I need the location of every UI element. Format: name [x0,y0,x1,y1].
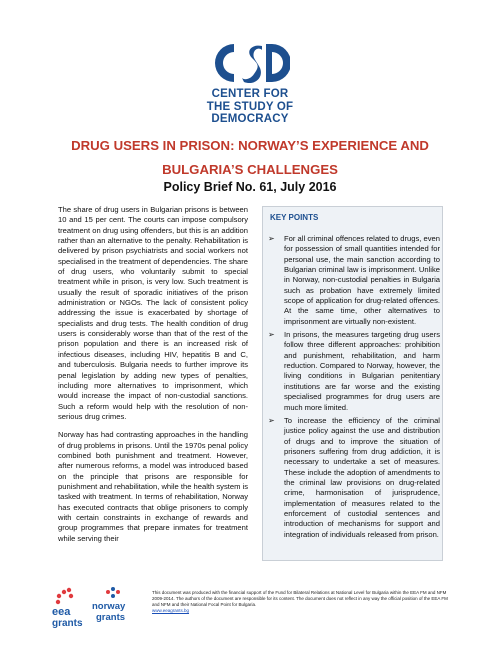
svg-text:grants: grants [52,618,83,629]
key-points-list [268,234,440,543]
footer-disclaimer [152,590,452,614]
arrow-bullet-icon: ➢ [268,415,275,425]
svg-text:grants: grants [96,612,126,623]
key-points-header: KEY POINTS [270,213,319,222]
norway-grants-logo [92,587,126,623]
key-point-text: For all criminal offences related to drugs, even for possession of small quantities intended for personal use, the main sanction according to Bulgarian criminal law is imprisonment. Unlike in Norway, non-custodial penalties in Bulgaria such as probation have extremely limited scope of application for drug-related offences. At the same time, other alternatives to imprisonment are virtually non-existent. [284,234,440,326]
title-line: BULGARIA’S CHALLENGES [162,162,338,177]
eea-grants-logo [52,588,83,629]
policy-brief-subtitle: Policy Brief No. 61, July 2016 [163,180,337,194]
org-name-line: DEMOCRACY [211,113,289,125]
key-point-item [268,416,440,540]
csd-logo [214,38,290,88]
key-point-item [268,330,440,413]
arrow-bullet-icon: ➢ [268,234,275,243]
org-name-line: CENTER FOR [211,88,289,100]
org-name [150,88,350,126]
funder-logos [50,585,140,630]
org-name-line: THE STUDY OF [206,100,294,113]
body-paragraph: The share of drug users in Bulgarian prisons is between 10 and 15 per cent. The courts can impose compulsory treatment on drug using offenders, but this is an addition rather than an alternative to the penalty. Rehabilitation is delivered by prison psychiatrists and social workers not specialised in the treatment of dependencies. The share of drug users, who voluntarily submit to special treatment while in prison, is very low. Such treatment is usually the result of sporadic initiatives of the prison administration or NGOs. The lack of consistent policy addressing the issue is exacerbated by shortage of specialists and drug tests. The health condition of drug users is considerably worse than that of the rest of the prison population and there is an increased risk of infectious diseases, including HIV, hepatitis B and C, and tuberculosis. Bulgaria needs to further improve its penal legislation by adding new types of penalties, including more alternatives to imprisonment, which would increase the impact of non-custodial sanctions. Such a reform would help with the resolution of non-serious drug crimes. [58,205,248,421]
svg-text:eea: eea [52,606,71,618]
key-point-text: In prisons, the measures targeting drug users follow three different approaches: prohibition and punishment, rehabilitation, and harm reduction. Compared to Norway, however, the living conditions in Bulgarian penitentiary institutions are far worse and the existing specialised programmes for drug users are much more limited. [284,330,440,412]
body-paragraph: Norway has had contrasting approaches in the handling of drug problems in prisons. Until the 1970s penal policy combined both punishment and treatment. However, after numerous reforms, a model was introduced based on the principle that prisons are responsible for punishment and rehabilitation, while the health system is tasked with treatment. In terms of rehabilitation, Norway has executed contracts that oblige prisoners to comply with certain constraints in exchange of rewards and group programmes that prepare inmates for treatment while serving their [58,430,248,543]
key-point-text: To increase the efficiency of the criminal justice policy against the use and distribution of drugs and to improve the situation of prisoners suffering from drug addiction, it is necessary to undertake a set of measures. These include the adoption of amendments to the criminal law provisions on drug-related crime, harmonisation of jurisprudence, implementation of measures related to the enforcement of custodial sentences and introduction of mechanisms for support and integration of individuals released from prison. [284,415,440,539]
svg-text:CSD: CSD [252,87,255,88]
arrow-bullet-icon: ➢ [268,330,275,340]
document-title [40,134,460,182]
title-line: DRUG USERS IN PRISON: NORWAY’S EXPERIENCE AND [71,138,429,153]
body-text [58,205,248,552]
footer-link[interactable]: www.eeagrants.bg [152,608,190,613]
svg-text:norway: norway [92,601,126,612]
key-point-item [268,234,440,327]
footer-disclaimer-text: This document was produced with the financial support of the Fund for Bilateral Relations at National Level for Bulgaria within the EEA FM and NFM 2009-2014. The authors of the document are responsible for its content. The document does not reflect in any way the official position of the EEA FM and NFM and their National Focal Point for Bulgaria. [152,590,448,607]
